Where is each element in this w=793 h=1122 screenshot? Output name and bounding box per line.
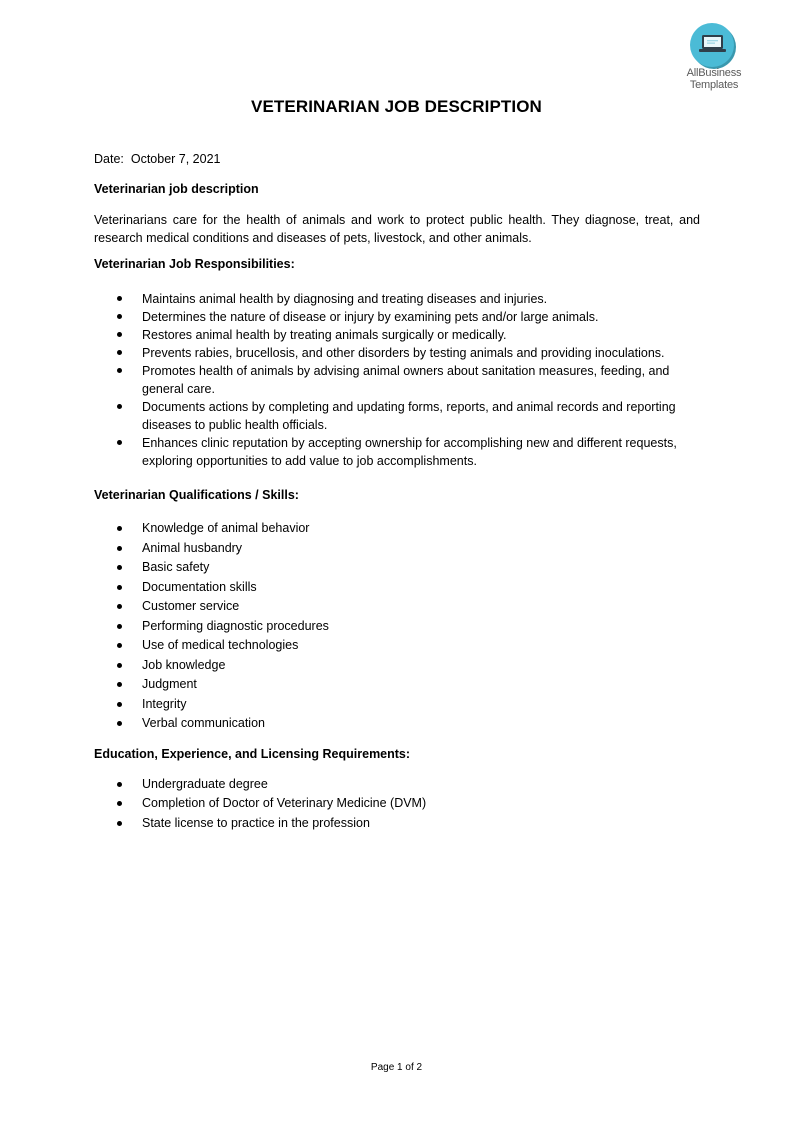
list-item: Knowledge of animal behavior bbox=[94, 519, 700, 539]
page-number: Page 1 of 2 bbox=[370, 1062, 423, 1073]
list-item: Enhances clinic reputation by accepting ownership for accomplishing new and different requests, exploring opportunities to add value to job accomplishments. bbox=[94, 434, 700, 470]
bullet-icon bbox=[117, 546, 122, 551]
bullet-icon bbox=[117, 663, 122, 668]
logo-circle bbox=[690, 23, 734, 67]
intro-heading: Veterinarian job description bbox=[94, 182, 259, 196]
list-item: Integrity bbox=[94, 695, 700, 715]
bullet-icon bbox=[117, 585, 122, 590]
responsibilities-list bbox=[94, 290, 700, 470]
laptop-icon bbox=[699, 33, 726, 57]
requirements-list bbox=[94, 775, 700, 834]
bullet-icon bbox=[117, 604, 122, 609]
list-item: Verbal communication bbox=[94, 714, 700, 734]
bullet-icon bbox=[117, 682, 122, 687]
bullet-icon bbox=[117, 801, 122, 806]
list-item: Customer service bbox=[94, 597, 700, 617]
list-item: Judgment bbox=[94, 675, 700, 695]
requirements-heading: Education, Experience, and Licensing Requirements: bbox=[94, 746, 411, 761]
list-item: Job knowledge bbox=[94, 656, 700, 676]
date-value: October 7, 2021 bbox=[130, 152, 221, 166]
list-item: Documentation skills bbox=[94, 578, 700, 598]
bullet-icon bbox=[117, 350, 122, 355]
list-item: Use of medical technologies bbox=[94, 636, 700, 656]
bullet-icon bbox=[117, 782, 122, 787]
date-line bbox=[94, 150, 700, 168]
qualifications-heading: Veterinarian Qualifications / Skills: bbox=[94, 488, 299, 502]
list-item: Prevents rabies, brucellosis, and other disorders by testing animals and providing inoculations. bbox=[94, 344, 700, 362]
bullet-icon bbox=[117, 702, 122, 707]
logo-text-line1: AllBusiness bbox=[686, 67, 742, 79]
qualifications-list bbox=[94, 519, 700, 734]
list-item: Completion of Doctor of Veterinary Medicine (DVM) bbox=[94, 794, 700, 814]
list-item: Documents actions by completing and updating forms, reports, and animal records and reporting diseases to public health officials. bbox=[94, 398, 700, 434]
list-item: Animal husbandry bbox=[94, 539, 700, 559]
logo-text-line2: Templates bbox=[689, 79, 739, 91]
bullet-icon bbox=[117, 368, 122, 373]
list-item: Undergraduate degree bbox=[94, 775, 700, 795]
responsibilities-heading: Veterinarian Job Responsibilities: bbox=[94, 257, 295, 271]
list-item: Basic safety bbox=[94, 558, 700, 578]
allbusiness-templates-logo bbox=[678, 22, 750, 94]
bullet-icon bbox=[117, 821, 122, 826]
date-label: Date: bbox=[94, 152, 124, 166]
bullet-icon bbox=[117, 296, 122, 301]
list-item: Promotes health of animals by advising animal owners about sanitation measures, feeding, and general care. bbox=[94, 362, 700, 398]
bullet-icon bbox=[117, 624, 122, 629]
bullet-icon bbox=[117, 440, 122, 445]
list-item: Determines the nature of disease or injury by examining pets and/or large animals. bbox=[94, 308, 700, 326]
list-item: Restores animal health by treating animals surgically or medically. bbox=[94, 326, 700, 344]
bullet-icon bbox=[117, 332, 122, 337]
bullet-icon bbox=[117, 643, 122, 648]
list-item: Performing diagnostic procedures bbox=[94, 617, 700, 637]
intro-paragraph: Veterinarians care for the health of animals and work to protect public health. They diagnose, treat, and research medical conditions and diseases of pets, livestock, and other animals. bbox=[94, 213, 700, 245]
bullet-icon bbox=[117, 526, 122, 531]
list-item: Maintains animal health by diagnosing and treating diseases and injuries. bbox=[94, 290, 700, 308]
bullet-icon bbox=[117, 404, 122, 409]
list-item: State license to practice in the profession bbox=[94, 814, 700, 834]
document-body bbox=[94, 150, 700, 846]
bullet-icon bbox=[117, 721, 122, 726]
bullet-icon bbox=[117, 565, 122, 570]
document-title: VETERINARIAN JOB DESCRIPTION bbox=[251, 97, 542, 116]
bullet-icon bbox=[117, 314, 122, 319]
